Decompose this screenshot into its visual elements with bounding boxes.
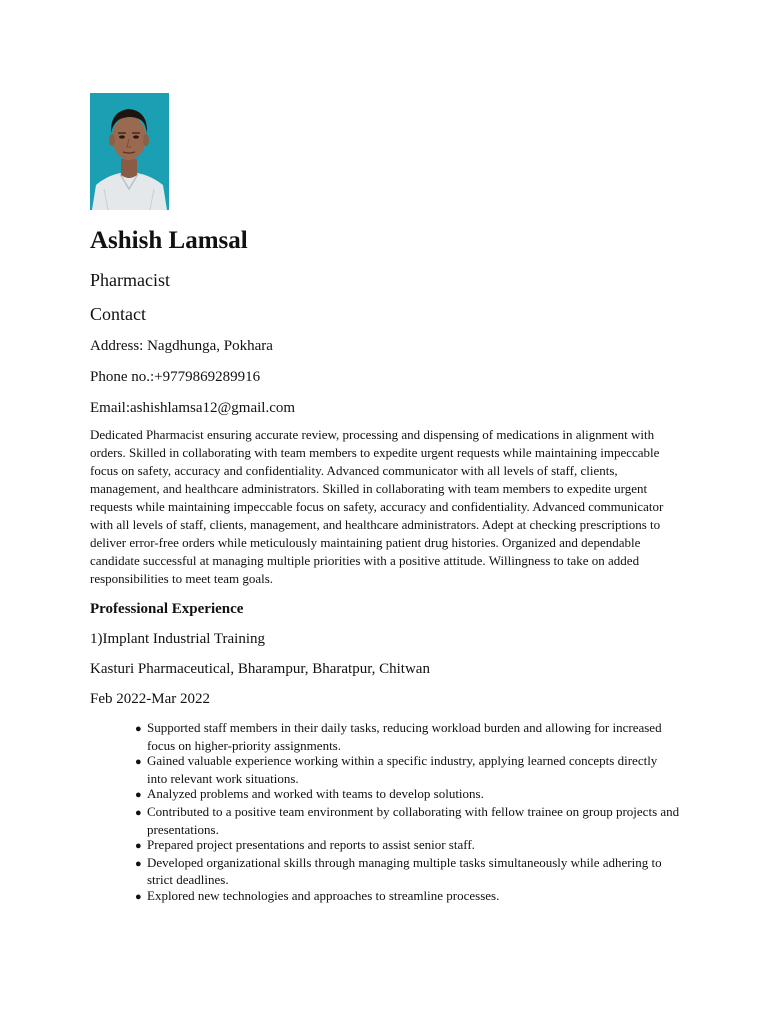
list-item: [135, 786, 680, 804]
job-title: Pharmacist: [90, 270, 170, 290]
company-line: Kasturi Pharmaceutical, Bharampur, Bharatpur, Chitwan: [90, 661, 430, 677]
phone-line: Phone no.:+9779869289916: [90, 369, 261, 385]
portrait-icon: [90, 93, 169, 210]
resume-page: [90, 93, 680, 906]
bullet-icon: ●: [135, 723, 142, 735]
list-item-text: Explored new technologies and approaches to streamline processes.: [147, 887, 500, 903]
email-line: Email:ashishlamsa12@gmail.com: [90, 400, 296, 416]
list-item-text: Developed organizational skills through managing multiple tasks simultaneously while adhering to strict deadlines.: [147, 854, 662, 888]
profile-photo: [90, 93, 169, 210]
job-entry: [90, 627, 680, 906]
job-title-line: 1)Implant Industrial Training: [90, 631, 265, 647]
list-item: [135, 888, 680, 906]
list-item: [135, 837, 680, 855]
list-item-text: Supported staff members in their daily tasks, reducing workload burden and allowing for increased focus on higher-priority assignments.: [147, 720, 662, 753]
bullet-icon: ●: [135, 756, 142, 769]
list-item: [135, 804, 680, 837]
experience-heading: Professional Experience: [90, 601, 244, 617]
bullet-icon: ●: [135, 890, 142, 903]
list-item: [135, 855, 680, 888]
summary-paragraph: Dedicated Pharmacist ensuring accurate review, processing and dispensing of medications in alignment with orders. Skilled in collaborating with team members to expedite urgent requests while maintaining impeccable focus on safety, accuracy and confidentiality. Advanced communicator with all levels of staff, clients, management, and healthcare administrators. Skilled in collaborating with team members to expedite urgent requests while maintaining impeccable focus on safety, accuracy and confidentiality. Advanced communicator with all levels of staff, clients, management, and healthcare administrators. Adept at checking prescriptions to deliver error-free orders while meticulously maintaining patient drug histories. Organized and dependable candidate successful at managing multiple priorities with a positive attitude. Willingness to take on added responsibilities to meet team goals.: [90, 427, 664, 586]
contact-heading: Contact: [90, 304, 146, 324]
list-item: [135, 720, 680, 753]
bullet-icon: ●: [135, 857, 142, 870]
list-item-text: Gained valuable experience working within a specific industry, applying learned concepts directly into relevant work situations.: [147, 753, 658, 786]
list-item: [135, 753, 680, 786]
bullet-icon: ●: [135, 789, 142, 802]
responsibility-list: [90, 720, 680, 906]
candidate-name: Ashish Lamsal: [90, 227, 248, 254]
address-line: Address: Nagdhunga, Pokhara: [90, 338, 273, 354]
bullet-icon: ●: [135, 840, 142, 853]
list-item-text: Prepared project presentations and reports to assist senior staff.: [147, 837, 475, 853]
date-range: Feb 2022-Mar 2022: [90, 691, 210, 707]
list-item-text: Contributed to a positive team environment by collaborating with fellow trainee on group projects and presentations.: [147, 803, 680, 837]
bullet-icon: ●: [135, 806, 142, 819]
list-item-text: Analyzed problems and worked with teams to develop solutions.: [147, 786, 484, 802]
